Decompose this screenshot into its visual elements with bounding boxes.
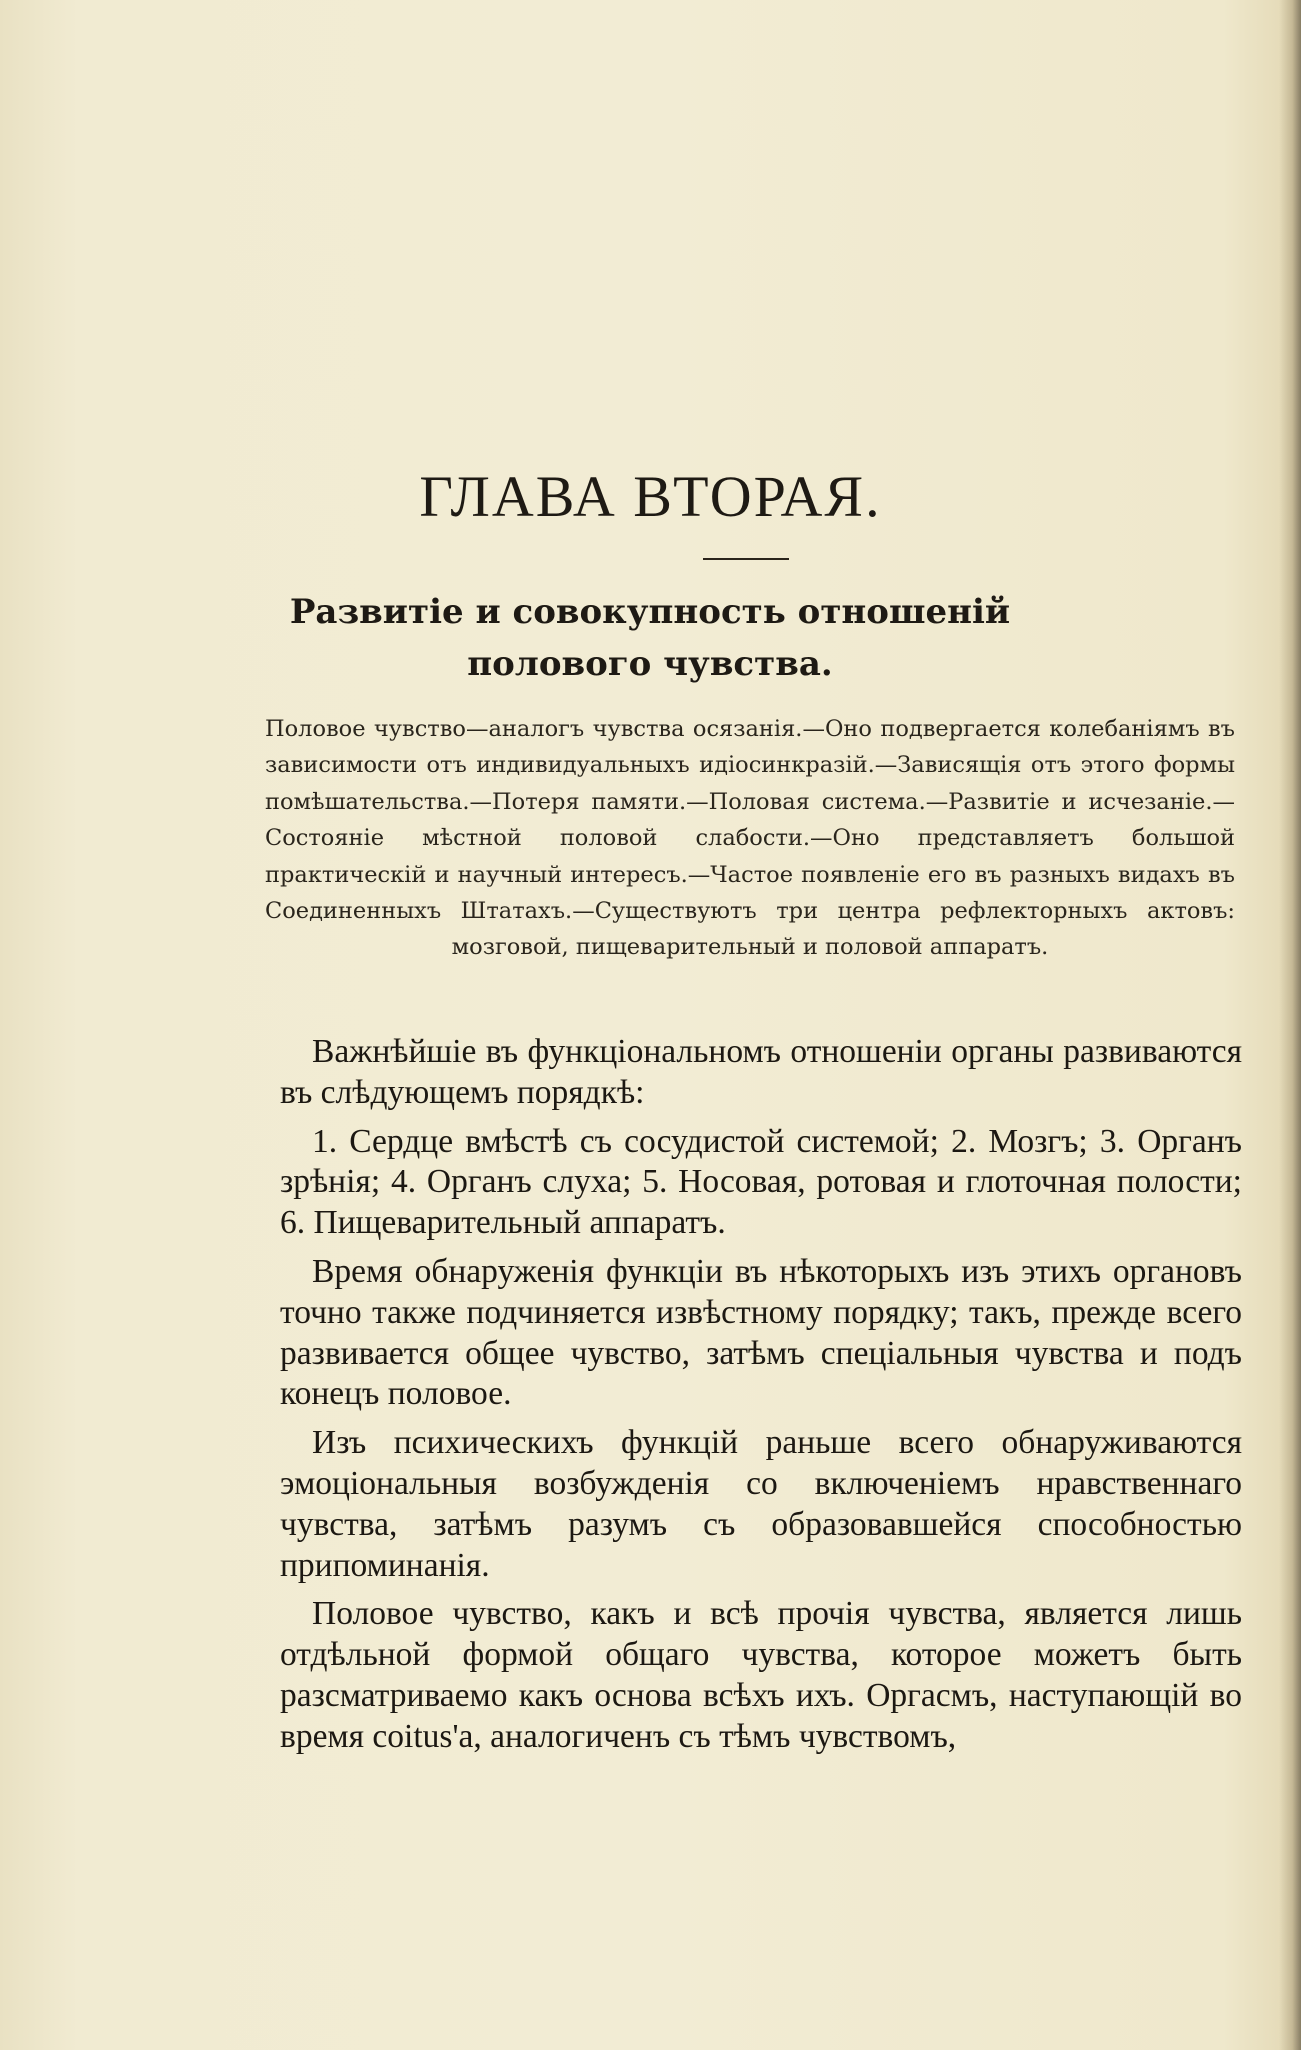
body-paragraph: 1. Сердце вмѣстѣ съ сосудистой системой; 2. Мозгъ; 3. Органъ зрѣнія; 4. Органъ слуха; 5. Носовая, ротовая и глоточная полости; 6. Пищеварительный аппаратъ.	[280, 1122, 1242, 1242]
page-edge-shadow	[1279, 0, 1301, 2050]
body-text	[280, 1032, 1242, 1766]
body-paragraph: Важнѣйшіе въ функціональномъ отношеніи органы развиваются въ слѣдующемъ порядкѣ:	[280, 1033, 1242, 1111]
chapter-title: ГЛАВА ВТОРАЯ.	[419, 464, 882, 529]
body-paragraph: Изъ психическихъ функцій раньше всего обнаруживаются эмоціональныя возбужденія со включеніемъ нравственнаго чувства, затѣмъ разумъ съ образовавшейся способностью припоминанія.	[280, 1424, 1242, 1584]
body-paragraph: Половое чувство, какъ и всѣ прочія чувства, является лишь отдѣльной формой общаго чувства, которое можетъ быть разсматриваемо какъ основа всѣхъ ихъ. Оргасмъ, наступающій во время coitus'а, аналогиченъ съ тѣмъ чувствомъ,	[280, 1595, 1242, 1755]
body-paragraph: Время обнаруженія функціи въ нѣкоторыхъ изъ этихъ органовъ точно также подчиняется извѣстному порядку; такъ, прежде всего развивается общее чувство, затѣмъ спеціальныя чувства и подъ конецъ половое.	[280, 1252, 1242, 1413]
chapter-summary: Половое чувство—аналогъ чувства осязанія.—Оно подвергается колебаніямъ въ зависимости отъ индивидуальныхъ идіосинкразій.—Зависящія отъ этого формы помѣшательства.—Потеря памяти.—Половая система.—Развитіе и исчезаніе.—Состояніе мѣстной половой слабости.—Оно представляетъ большой практическій и научный интересъ.—Частое появленіе его въ разныхъ видахъ въ Соединенныхъ Штатахъ.—Существуютъ три центра рефлекторныхъ актовъ: мозговой, пищеварительный и половой аппаратъ.	[265, 716, 1235, 961]
title-divider	[703, 558, 789, 560]
section-heading: Развитіе и совокупность отношеній полового чувства.	[289, 592, 1011, 684]
